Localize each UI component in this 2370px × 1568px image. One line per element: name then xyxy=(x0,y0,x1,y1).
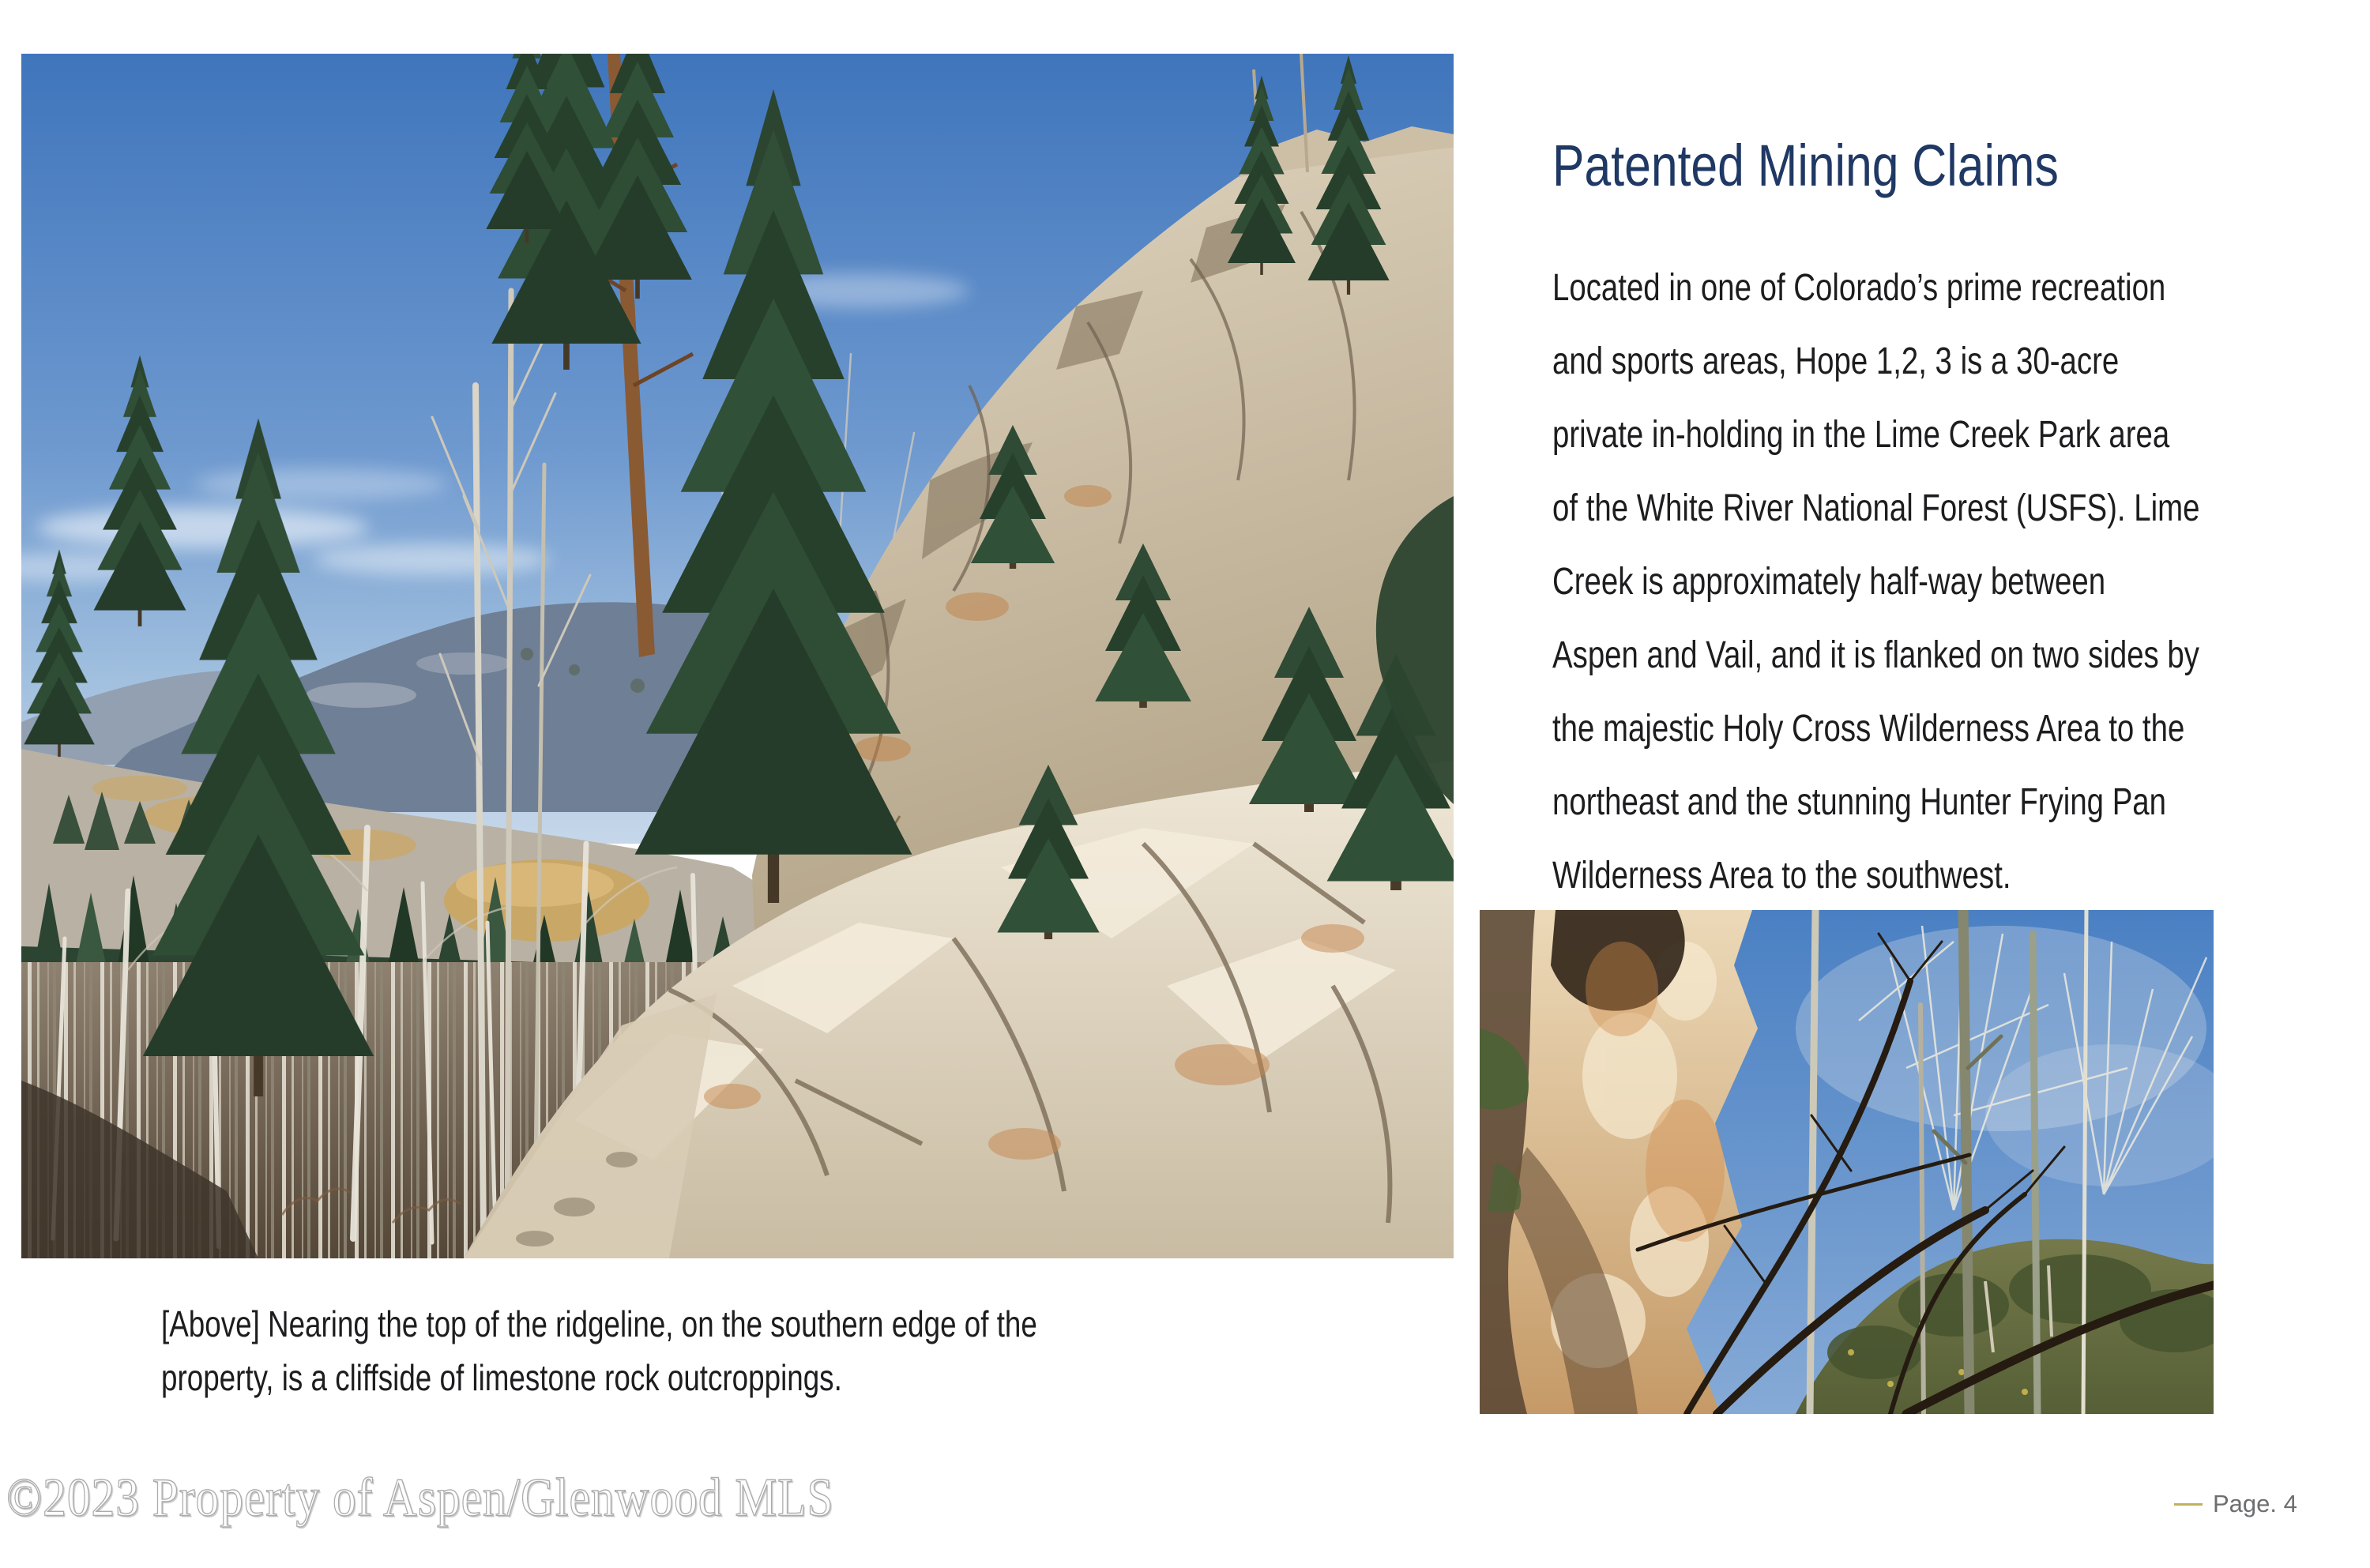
caption-line: [Above] Nearing the top of the ridgeline, on the southern edge of the xyxy=(161,1303,1037,1344)
article xyxy=(1552,133,2342,912)
main-photo xyxy=(21,54,1454,1258)
paragraph-line: private in-holding in the Lime Creek Park area xyxy=(1552,414,2170,456)
paragraph-line: Creek is approximately half-way between xyxy=(1552,561,2106,603)
paragraph-line: Aspen and Vail, and it is flanked on two sides by xyxy=(1552,634,2199,676)
page-number xyxy=(2174,1490,2297,1518)
page-number-label: Page. 4 xyxy=(2213,1490,2297,1517)
secondary-photo-illustration xyxy=(1480,910,2214,1414)
mls-watermark: ©2023 Property of Aspen/Glenwood MLS xyxy=(6,1466,834,1528)
secondary-photo xyxy=(1480,910,2214,1414)
paragraph-line: and sports areas, Hope 1,2, 3 is a 30-acre xyxy=(1552,340,2120,382)
caption-line: property, is a cliffside of limestone rock outcroppings. xyxy=(161,1357,842,1398)
paragraph-line: the majestic Holy Cross Wilderness Area to the xyxy=(1552,708,2185,750)
page-title: Patented Mining Claims xyxy=(1552,133,2059,198)
main-photo-illustration xyxy=(21,54,1454,1258)
paragraph-line: Wilderness Area to the southwest. xyxy=(1552,855,2011,897)
paragraph-line: northeast and the stunning Hunter Frying Pan xyxy=(1552,781,2167,823)
article-paragraph xyxy=(1552,251,2342,912)
paragraph-line: Located in one of Colorado’s prime recreation xyxy=(1552,267,2166,309)
page-number-dash xyxy=(2174,1503,2203,1506)
main-photo-caption xyxy=(161,1297,1346,1404)
paragraph-line: of the White River National Forest (USFS). Lime xyxy=(1552,487,2200,529)
